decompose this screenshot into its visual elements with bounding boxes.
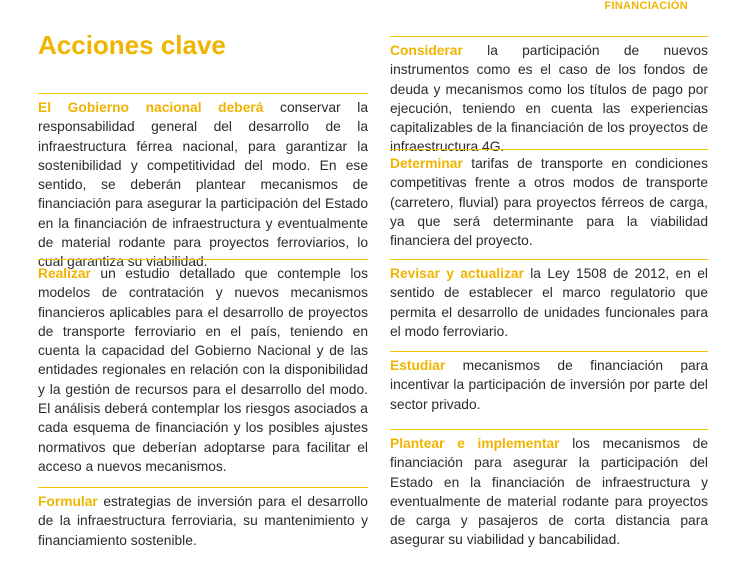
action-text: tarifas de transporte en condiciones competitivas frente a otros modos de transporte (carretero, fluvial) para proyectos férreos de carga, ya que será determinante para la viabilidad financiera del proyecto. <box>390 156 708 249</box>
action-keyword: Plantear e implementar <box>390 436 560 451</box>
action-text: la Ley 1508 de 2012, en el sentido de establecer el marco regulatorio que permita el desarrollo de unidades funcionales para el modo ferroviario. <box>390 266 708 339</box>
action-block <box>38 93 368 272</box>
action-text: mecanismos de financiación para incentivar la participación de inversión por parte del sector privado. <box>390 358 708 412</box>
action-block <box>390 149 708 250</box>
action-block <box>390 36 708 157</box>
action-text: conservar la responsabilidad general del desarrollo de la infraestructura férrea nacional, para garantizar la sostenibilidad y competitividad del modo. En ese sentido, se deberán plantear mecanismos de financiación para asegurar la participación del Estado en la financiación de infraestructura y eventualmente de material rodante para proyectos ferroviarios, lo cual garantiza su viabilidad. <box>38 100 368 270</box>
action-text: la participación de nuevos instrumentos como es el caso de los fondos de deuda y mecanismos como los títulos de pago por ejecución, teniendo en cuenta las experiencias capitalizables de la financiación de los proyectos de infraestructura 4G. <box>390 43 708 155</box>
action-block <box>38 259 368 476</box>
action-keyword: El Gobierno nacional deberá <box>38 100 264 115</box>
action-block <box>390 259 708 341</box>
action-text: estrategias de inversión para el desarrollo de la infraestructura ferroviaria, su mantenimiento y financiamiento sostenible. <box>38 494 368 548</box>
action-keyword: Revisar y actualizar <box>390 266 524 281</box>
action-text: un estudio detallado que contemple los modelos de contratación y nuevos mecanismos financieros aplicables para el desarrollo de proyectos de transporte ferroviario en el país, teniendo en cuenta la capacidad del Gobierno Nacional y de las entidades regionales en relación con la disponibilidad y la gestión de recursos para el desarrollo del modo. El análisis deberá contemplar los riesgos asociados a cada esquema de financiación y los posibles ajustes normativos que deberían adoptarse para facilitar el acceso a nuevos mecanismos. <box>38 266 368 474</box>
action-keyword: Estudiar <box>390 358 446 373</box>
page-title: Acciones clave <box>38 30 226 60</box>
action-keyword: Formular <box>38 494 98 509</box>
action-text: los mecanismos de financiación para asegurar la participación del Estado en la financiación de infraestructura y eventualmente de material rodante para proyectos de carga y pasajeros de corta distancia para asegurar su viabilidad y bancabilidad. <box>390 436 708 548</box>
action-keyword: Realizar <box>38 266 91 281</box>
section-label: FINANCIACIÓN <box>604 0 688 12</box>
action-block <box>390 351 708 414</box>
action-keyword: Considerar <box>390 43 463 58</box>
action-keyword: Determinar <box>390 156 463 171</box>
action-block <box>390 429 708 550</box>
action-block <box>38 487 368 550</box>
